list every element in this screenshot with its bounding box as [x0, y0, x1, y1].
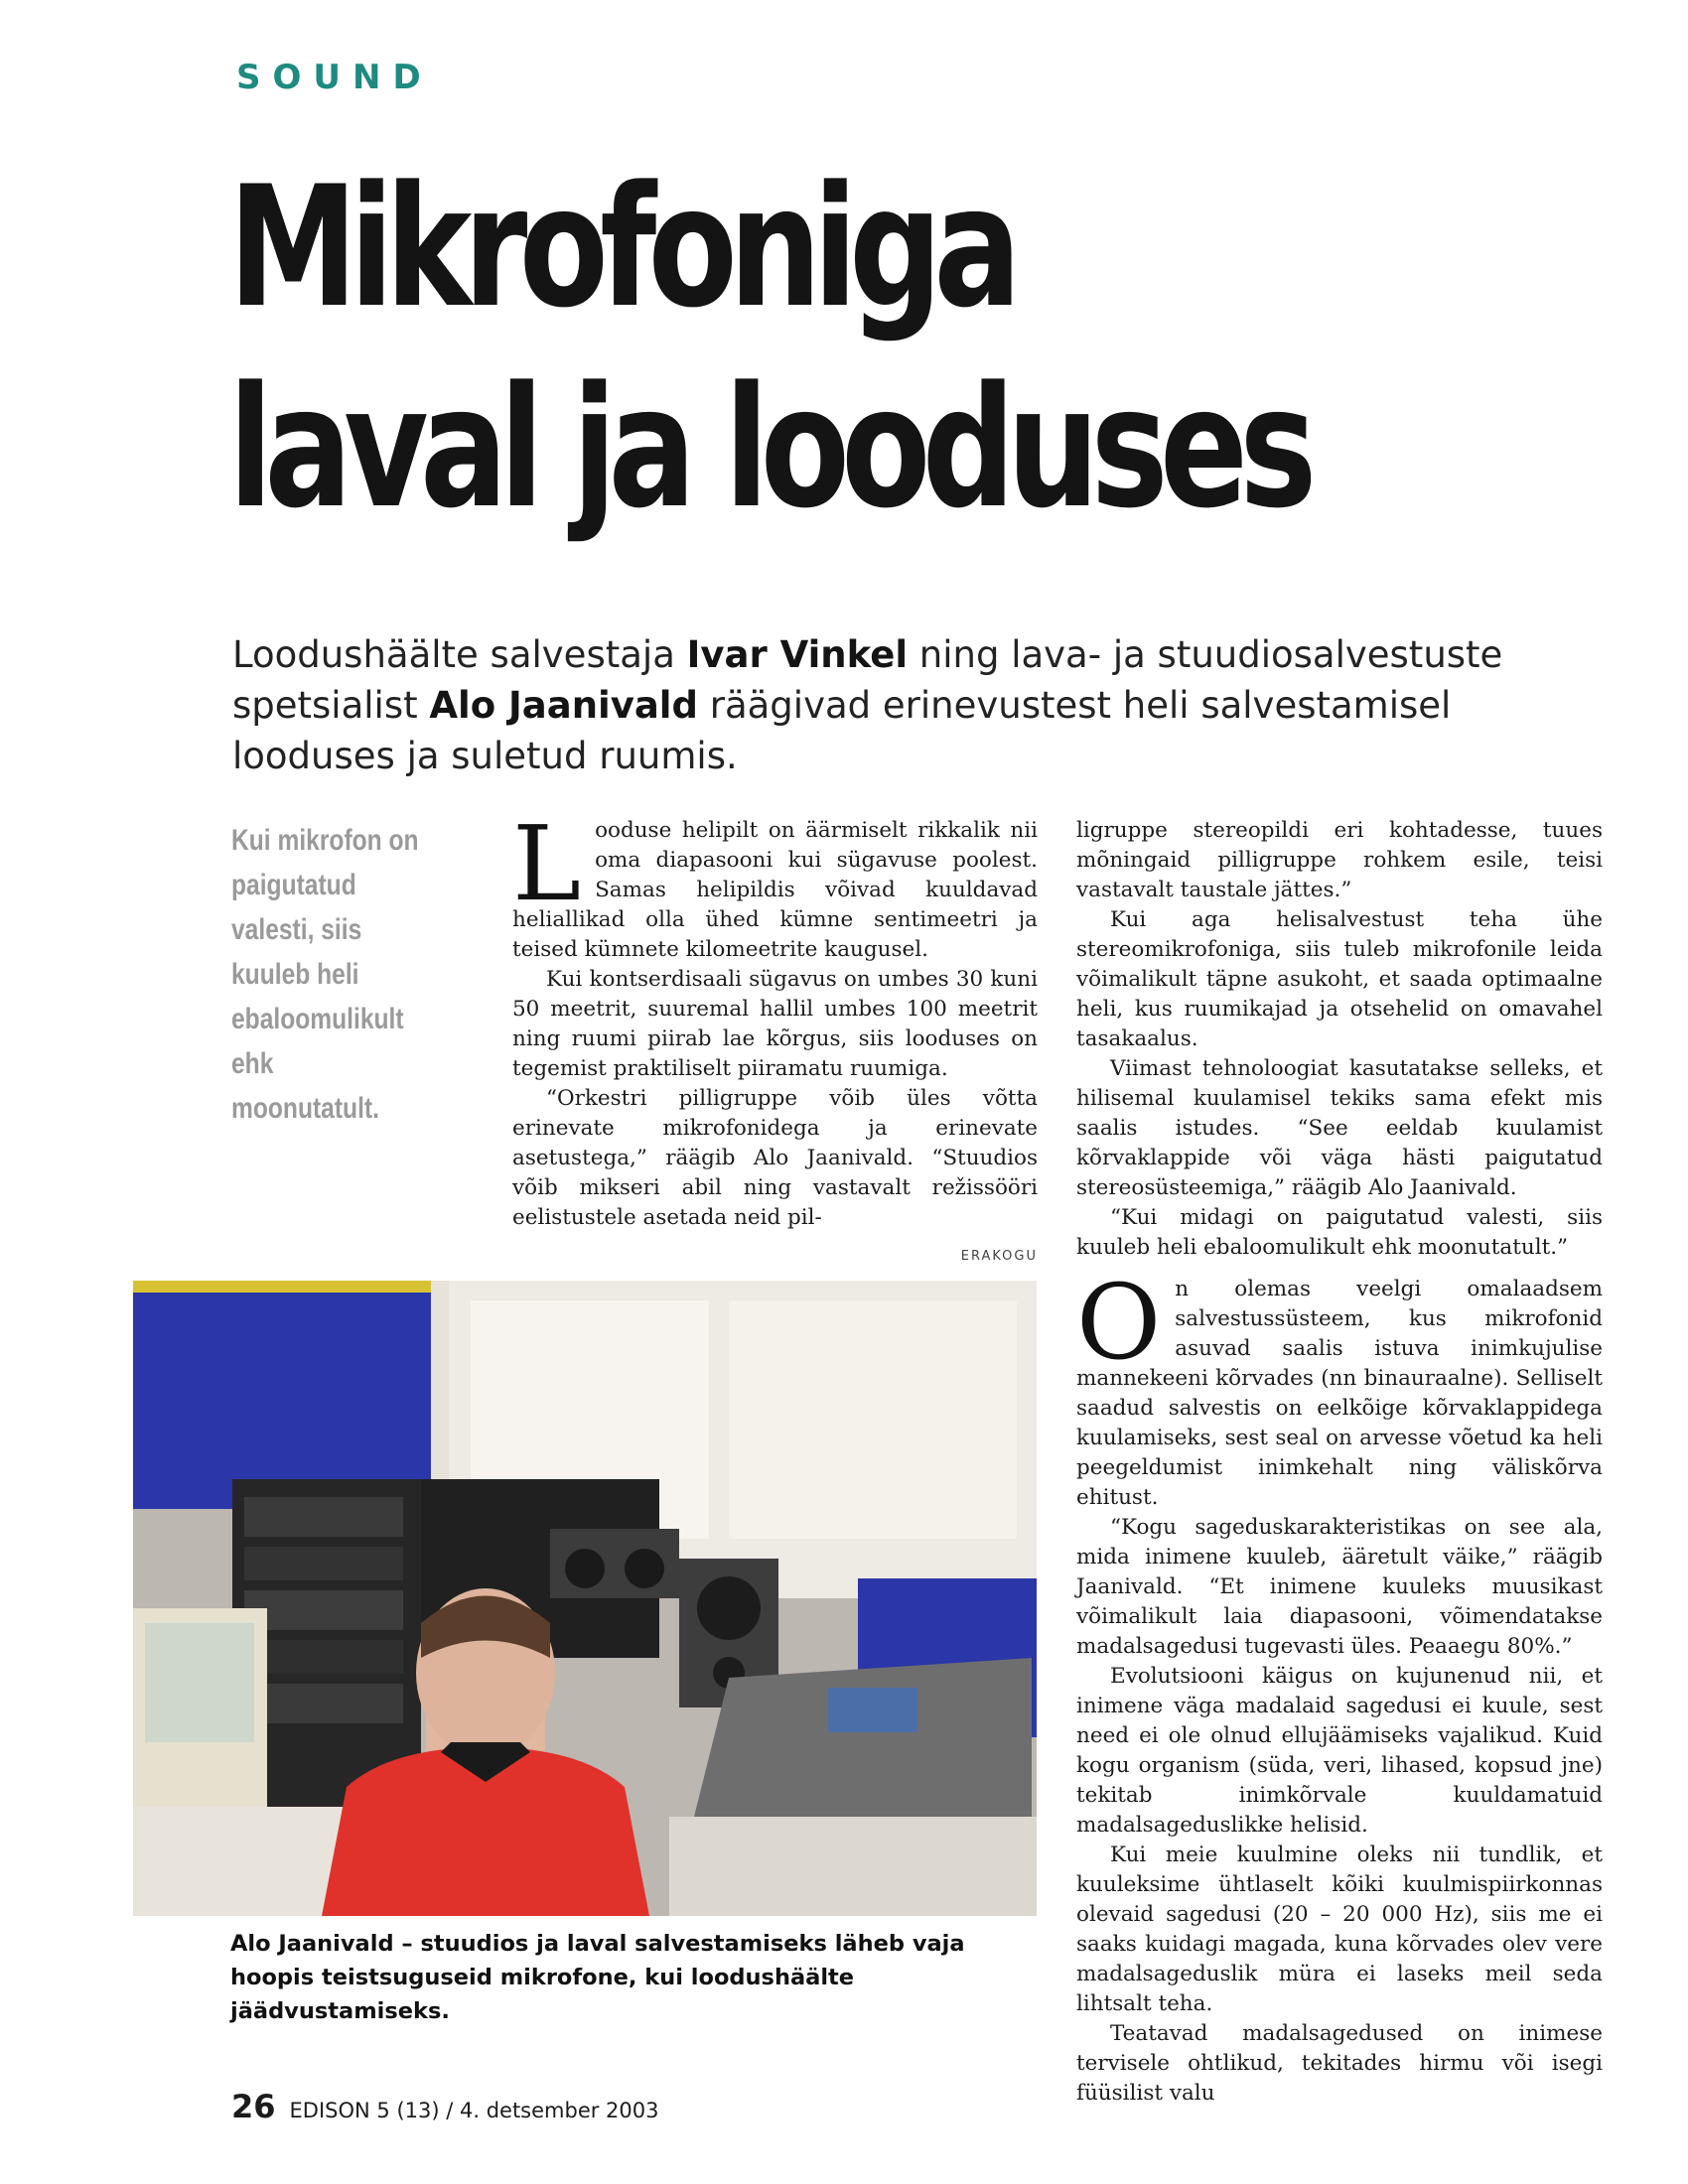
paragraph-text: n olemas veelgi omalaadsem salvestussüsteem, kus mikrofonid asuvad saalis istuva inimkujulise mannekeeni kõrvades (nn binauraalne). Selliselt saadud salvestis on eelkõige kõrvaklappidega kuulamiseks, sest seal on arvesse võetud ka heli peegeldumist inimkehalt ning väliskõrva ehitust. [1076, 1277, 1603, 1510]
column-paragraph: Kui kontserdisaali sügavus on umbes 30 kuni 50 meetrit, suuremal hallil umbes 100 meetrit ning ruumi piirab lae kõrgus, siis looduses on tegemist praktiliselt piiramatu ruumiga. [512, 967, 1038, 1081]
section-label: SOUND [236, 58, 433, 97]
blue-wall [133, 1281, 461, 1509]
column-paragraph: Kui aga helisalvestust teha ühe stereomikrofoniga, siis tuleb mikrofonile leida võimalikult täpne asukoht, et saada optimaalne heli, kus ruumikajad ja otsehelid on omavahel tasakaalus. [1076, 907, 1603, 1051]
lead-paragraph [232, 629, 1583, 781]
column-paragraph [512, 803, 1038, 965]
page-number: 26 [231, 2088, 276, 2125]
lead-name-alo-jaanivald: Alo Jaanivald [429, 684, 698, 727]
lead-text-2: ning lava- ja stuudiosalvestuste spetsialist [232, 633, 1503, 727]
column-paragraph: “Kogu sageduskarakteristikas on see ala, mida inimene kuuleb, ääretult väike,” räägib Jaanivald. “Et inimene kuuleks muusikast võimalikult laia diapasooni, võimendatakse madalsagedusi tugevasti üles. Peaaegu 80%.” [1076, 1515, 1603, 1659]
column-paragraph: Teatavad madalsagedused on inimese tervisele ohtlikud, tekitades hirmu või isegi füüsilist valu [1076, 2021, 1603, 2106]
mixing-console [689, 1658, 1032, 1837]
pull-quote: Kui mikrofon on paigutatud valesti, siis kuuleb heli ebaloomulikult ehk moonutatult. [231, 824, 419, 1125]
column-paragraph: Viimast tehnoloogiat kasutatakse selleks, et hilisemal kuulamisel tekiks sama efekt mis saalis istudes. “See eeldab kuulamist kõrvaklappide või väga hästi paigutatud stereosüsteemiga,” räägib Alo Jaanivald. [1076, 1056, 1603, 1200]
page-footer [231, 2088, 659, 2125]
column-paragraph [1076, 1262, 1603, 1513]
lead-text-3: räägivad erinevustest heli salvestamisel looduses ja suletud ruumis. [232, 684, 1452, 777]
article-column-right-bottom [1076, 1262, 1603, 2109]
studio-photo-illustration [133, 1281, 1037, 1916]
column-paragraph: ligruppe stereopildi eri kohtadesse, tuues mõningaid pilligruppe rohkem esile, teisi vastavalt taustale jättes.” [1076, 818, 1603, 902]
lead-name-ivar-vinkel: Ivar Vinkel [686, 633, 909, 676]
photo-credit: ERAKOGU [960, 1249, 1038, 1264]
article-column-middle [512, 803, 1038, 1233]
column-paragraph: “Orkestri pilligruppe võib üles võtta erinevate mikrofonidega ja erinevate asetustega,” räägib Alo Jaanivald. “Stuudios võib mikseri abil ning vastavalt režissööri eelistustele asetada neid pil- [512, 1086, 1038, 1230]
headline [228, 147, 1309, 548]
headline-line-1: Mikrofoniga [228, 150, 1014, 344]
headline-line-2: laval ja looduses [228, 350, 1309, 545]
publication-info: EDISON 5 (13) / 4. detsember 2003 [289, 2099, 659, 2122]
column-paragraph: Evolutsiooni käigus on kujunenud nii, et inimene väga madalaid sagedusi ei kuule, sest need ei ole olnud ellujäämiseks vajalikud. Kuid kogu organism (süda, veri, lihased, kopsud jne) tekitab inimkõrvale kuuldamatuid madalsageduslikke helisid. [1076, 1664, 1603, 1838]
studio-photo [133, 1281, 1037, 1916]
drop-cap-o: O [1076, 1262, 1162, 1383]
paragraph-text: ooduse helipilt on äärmiselt rikkalik nii oma diapasooni kui sügavuse poolest. Samas helipildis võivad kuuldavad heliallikad olla ühed kümne sentimeetri ja teised kümnete kilomeetrite kaugusel. [512, 818, 1038, 962]
drop-cap-l: L [512, 803, 582, 924]
column-paragraph: “Kui midagi on paigutatud valesti, siis kuuleb heli ebaloomulikult ehk moonutatult.” [1076, 1205, 1603, 1260]
lead-text-1: Loodushäälte salvestaja [232, 633, 687, 676]
article-column-right-top [1076, 816, 1603, 1263]
photo-caption: Alo Jaanivald – stuudios ja laval salvestamiseks läheb vaja hoopis teistsuguseid mikrofone, kui loodushäälte jäädvustamiseks. [230, 1931, 965, 2024]
column-paragraph: Kui meie kuulmine oleks nii tundlik, et kuuleksime ühtlaselt kõiki kuulmispiirkonnas olevaid sagedusi (20 – 20 000 Hz), siis me ei saaks kuidagi magada, kuna kõrvades olev vere madalsageduslik müra ei laseks meil seda lihtsalt teha. [1076, 1843, 1603, 2016]
